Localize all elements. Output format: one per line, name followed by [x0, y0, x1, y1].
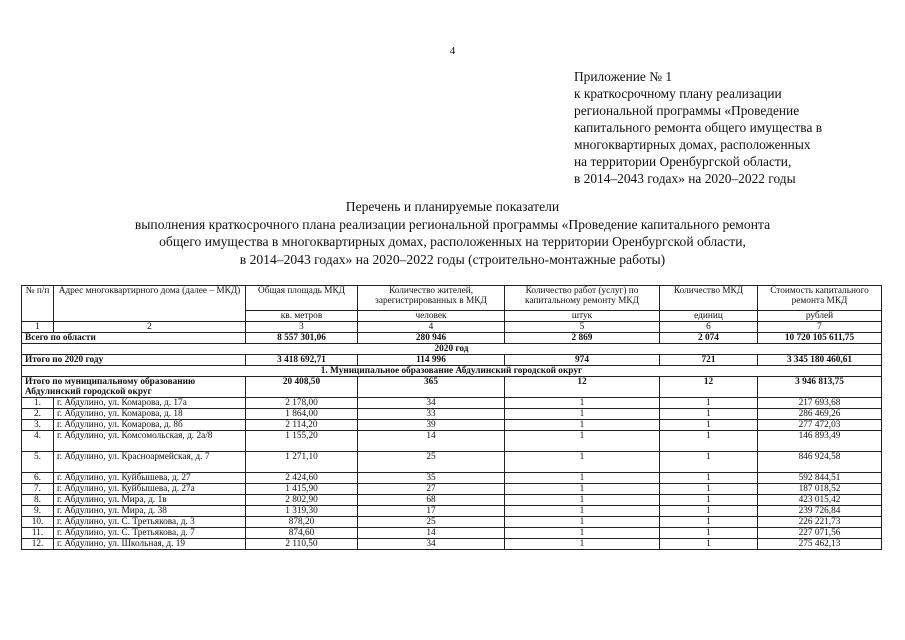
table-row [22, 495, 882, 506]
row-cost: 226 221,73 [758, 517, 882, 528]
row-mkd-count: 1 [660, 484, 758, 495]
unit-mkd-count: единиц [660, 311, 758, 322]
row-num: 9. [22, 506, 54, 517]
row-mkd-count: 1 [660, 539, 758, 550]
year-header-row [22, 344, 882, 355]
row-works: 1 [505, 506, 660, 517]
row-num: 12. [22, 539, 54, 550]
row-num: 10. [22, 517, 54, 528]
row-num: 8. [22, 495, 54, 506]
col-number: 1 [22, 322, 54, 333]
total-year-mkd-count: 721 [660, 355, 758, 366]
row-address: г. Абдулино, ул. Мира, д. 1в [54, 495, 246, 506]
row-works: 1 [505, 431, 660, 452]
total-year-area: 3 418 692,71 [246, 355, 358, 366]
header-residents: Количество жителей, зарегистрированных в МКД [358, 286, 505, 311]
row-area: 2 802,90 [246, 495, 358, 506]
header-cost: Стоимость капитального ремонта МКД [758, 286, 882, 311]
total-region-area: 8 557 301,06 [246, 333, 358, 344]
row-cost: 217 693,68 [758, 398, 882, 409]
appendix-line: на территории Оренбургской области, [574, 154, 792, 169]
total-region-label: Всего по области [22, 333, 246, 344]
row-residents: 34 [358, 539, 505, 550]
row-works: 1 [505, 528, 660, 539]
row-address: г. Абдулино, ул. Красноармейская, д. 7 [54, 452, 246, 473]
row-mkd-count: 1 [660, 495, 758, 506]
total-municipality-mkd-count: 12 [660, 377, 758, 398]
row-area: 2 424,60 [246, 473, 358, 484]
row-mkd-count: 1 [660, 528, 758, 539]
document-title [0, 198, 905, 268]
row-num: 11. [22, 528, 54, 539]
row-works: 1 [505, 398, 660, 409]
unit-area: кв. метров [246, 311, 358, 322]
row-cost: 846 924,58 [758, 452, 882, 473]
row-address: г. Абдулино, ул. Мира, д. 38 [54, 506, 246, 517]
row-mkd-count: 1 [660, 409, 758, 420]
row-works: 1 [505, 473, 660, 484]
row-address: г. Абдулино, ул. Комарова, д. 18 [54, 409, 246, 420]
row-residents: 34 [358, 398, 505, 409]
row-num: 2. [22, 409, 54, 420]
header-num: № п/п [22, 286, 54, 322]
row-cost: 277 472,03 [758, 420, 882, 431]
row-num: 5. [22, 452, 54, 473]
row-address: г. Абдулино, ул. С. Третьякова, д. 3 [54, 517, 246, 528]
row-residents: 35 [358, 473, 505, 484]
municipality-header-row [22, 366, 882, 377]
title-line: выполнения краткосрочного плана реализации региональной программы «Проведение капитального ремонта [134, 216, 771, 232]
row-area: 878,20 [246, 517, 358, 528]
row-area: 1 155,20 [246, 431, 358, 452]
row-works: 1 [505, 517, 660, 528]
row-mkd-count: 1 [660, 398, 758, 409]
row-cost: 275 462,13 [758, 539, 882, 550]
table-row [22, 420, 882, 431]
row-residents: 33 [358, 409, 505, 420]
row-cost: 592 844,51 [758, 473, 882, 484]
row-area: 1 271,10 [246, 452, 358, 473]
row-works: 1 [505, 452, 660, 473]
row-mkd-count: 1 [660, 452, 758, 473]
column-numbers-row [22, 322, 882, 333]
total-year-works: 974 [505, 355, 660, 366]
row-area: 1 415,90 [246, 484, 358, 495]
total-year-label: Итого по 2020 году [22, 355, 246, 366]
row-area: 2 178,00 [246, 398, 358, 409]
row-address: г. Абдулино, ул. Школьная, д. 19 [54, 539, 246, 550]
total-region-row [22, 333, 882, 344]
total-year-cost: 3 345 180 460,61 [758, 355, 882, 366]
table-row [22, 506, 882, 517]
col-number: 3 [246, 322, 358, 333]
row-address: г. Абдулино, ул. Куйбышева, д. 27а [54, 484, 246, 495]
header-works: Количество работ (услуг) по капитальному ремонту МКД [505, 286, 660, 311]
total-year-row [22, 355, 882, 366]
total-municipality-cost: 3 946 813,75 [758, 377, 882, 398]
row-residents: 25 [358, 517, 505, 528]
row-num: 4. [22, 431, 54, 452]
title-line: общего имущества в многоквартирных домах, расположенных на территории Оренбургской области, [159, 234, 746, 249]
row-address: г. Абдулино, ул. Куйбышева, д. 27 [54, 473, 246, 484]
row-works: 1 [505, 484, 660, 495]
row-mkd-count: 1 [660, 473, 758, 484]
table-row [22, 431, 882, 452]
row-cost: 239 726,84 [758, 506, 882, 517]
row-mkd-count: 1 [660, 517, 758, 528]
total-municipality-label: Итого по муниципальному образованию Абдулинский городской округ [22, 377, 246, 398]
table-row [22, 517, 882, 528]
page-number: 4 [449, 45, 456, 57]
row-residents: 14 [358, 528, 505, 539]
row-residents: 14 [358, 431, 505, 452]
row-works: 1 [505, 495, 660, 506]
table-row [22, 452, 882, 473]
row-num: 1. [22, 398, 54, 409]
row-address: г. Абдулино, ул. Комарова, д. 17а [54, 398, 246, 409]
row-residents: 68 [358, 495, 505, 506]
total-municipality-area: 20 408,50 [246, 377, 358, 398]
row-residents: 17 [358, 506, 505, 517]
row-mkd-count: 1 [660, 506, 758, 517]
row-num: 7. [22, 484, 54, 495]
row-cost: 227 071,56 [758, 528, 882, 539]
row-area: 2 110,50 [246, 539, 358, 550]
col-number: 7 [758, 322, 882, 333]
total-municipality-works: 12 [505, 377, 660, 398]
row-area: 2 114,20 [246, 420, 358, 431]
row-works: 1 [505, 420, 660, 431]
table-row [22, 528, 882, 539]
unit-residents: человек [358, 311, 505, 322]
appendix-line: Приложение № 1 [574, 69, 673, 84]
data-table [21, 285, 882, 550]
total-region-mkd-count: 2 074 [660, 333, 758, 344]
year-header: 2020 год [22, 344, 882, 355]
col-number: 5 [505, 322, 660, 333]
row-works: 1 [505, 409, 660, 420]
row-num: 6. [22, 473, 54, 484]
row-cost: 423 015,42 [758, 495, 882, 506]
appendix-line: к краткосрочному плану реализации [574, 86, 782, 101]
header-area: Общая площадь МКД [246, 286, 358, 311]
row-mkd-count: 1 [660, 420, 758, 431]
row-mkd-count: 1 [660, 431, 758, 452]
row-residents: 39 [358, 420, 505, 431]
table-row [22, 409, 882, 420]
col-number: 2 [54, 322, 246, 333]
total-region-works: 2 869 [505, 333, 660, 344]
header-address: Адрес многоквартирного дома (далее – МКД) [54, 286, 246, 322]
unit-works: штук [505, 311, 660, 322]
row-residents: 25 [358, 452, 505, 473]
header-mkd-count: Количество МКД [660, 286, 758, 311]
row-cost: 286 469,26 [758, 409, 882, 420]
municipality-header: 1. Муниципальное образование Абдулинский городской округ [22, 366, 882, 377]
appendix-line: многоквартирных домах, расположенных [574, 137, 811, 152]
row-cost: 146 893,49 [758, 431, 882, 452]
col-number: 6 [660, 322, 758, 333]
total-year-residents: 114 996 [358, 355, 505, 366]
title-line: Перечень и планируемые показатели [345, 199, 560, 214]
appendix-line: в 2014–2043 годах» на 2020–2022 годы [574, 171, 796, 186]
row-cost: 187 018,52 [758, 484, 882, 495]
appendix-block [574, 68, 874, 187]
total-municipality-residents: 365 [358, 377, 505, 398]
table-row [22, 473, 882, 484]
row-area: 1 864,00 [246, 409, 358, 420]
row-residents: 27 [358, 484, 505, 495]
table-row [22, 398, 882, 409]
appendix-line: региональной программы «Проведение [574, 103, 800, 118]
row-works: 1 [505, 539, 660, 550]
table-row [22, 484, 882, 495]
row-num: 3. [22, 420, 54, 431]
total-region-cost: 10 720 105 611,75 [758, 333, 882, 344]
row-address: г. Абдулино, ул. С. Третьякова, д. 7 [54, 528, 246, 539]
total-municipality-row [22, 377, 882, 398]
table-row [22, 539, 882, 550]
appendix-line: капитального ремонта общего имущества в [574, 120, 823, 135]
total-region-residents: 280 946 [358, 333, 505, 344]
title-line: в 2014–2043 годах» на 2020–2022 годы (строительно-монтажные работы) [239, 251, 666, 267]
row-area: 874,60 [246, 528, 358, 539]
row-address: г. Абдулино, ул. Комсомольская, д. 2а/8 [54, 431, 246, 452]
row-area: 1 319,30 [246, 506, 358, 517]
unit-cost: рублей [758, 311, 882, 322]
header-row [22, 286, 882, 311]
col-number: 4 [358, 322, 505, 333]
row-address: г. Абдулино, ул. Комарова, д. 8б [54, 420, 246, 431]
